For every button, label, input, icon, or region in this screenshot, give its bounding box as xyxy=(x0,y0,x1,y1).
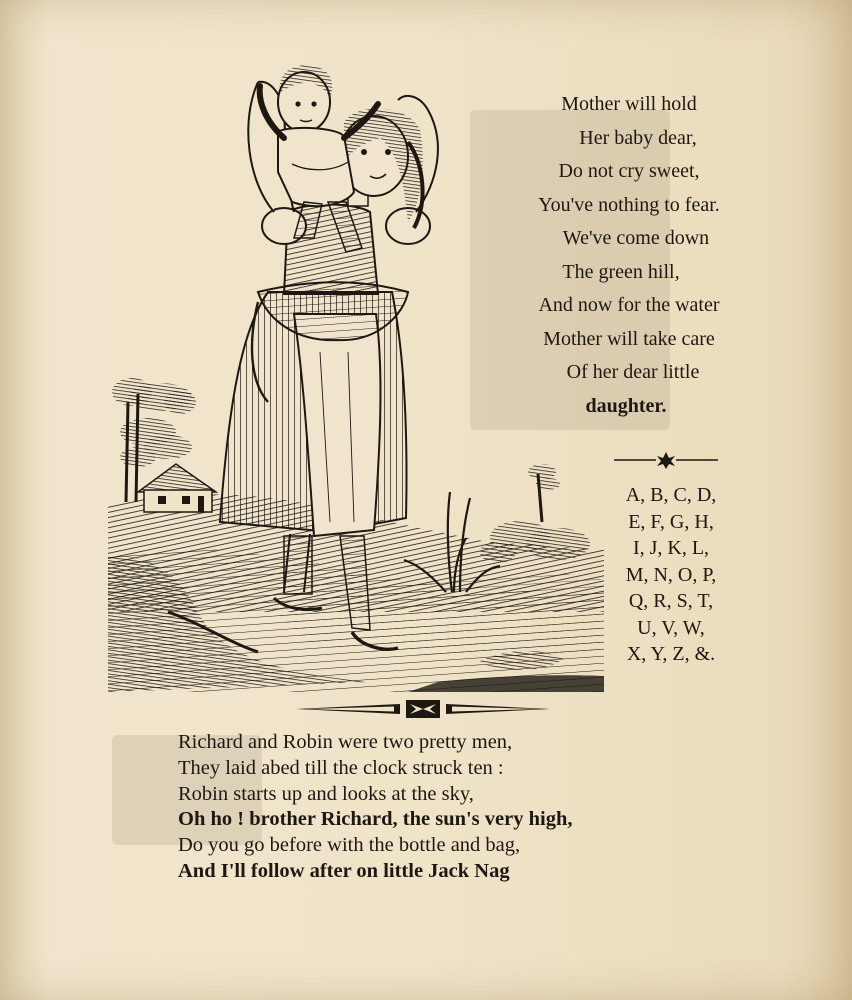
trees-right xyxy=(480,464,590,563)
alphabet-row: M, N, O, P, xyxy=(625,563,717,586)
rhyme-line: Do you go before with the bottle and bag, xyxy=(178,834,521,857)
poem-line: Of her dear little xyxy=(566,361,700,383)
alphabet-row: X, Y, Z, &. xyxy=(626,643,716,665)
poem-line: Mother will hold xyxy=(561,93,697,115)
rhyme-line: Richard and Robin were two pretty men, xyxy=(178,731,513,753)
cottage xyxy=(138,464,216,512)
poem-line: Do not cry sweet, xyxy=(558,160,700,182)
ornament-rule xyxy=(296,697,550,721)
poem-line: The green hill, xyxy=(562,260,680,283)
alphabet-row: A, B, C, D, xyxy=(625,484,717,506)
alphabet-row: U, V, W, xyxy=(637,616,705,639)
rhyme-line: Robin starts up and looks at the sky, xyxy=(178,782,474,805)
poem-line: Mother will take care xyxy=(543,327,715,350)
poem-line: And now for the water xyxy=(538,294,720,316)
alphabet-row: Q, R, S, T, xyxy=(628,590,714,612)
alphabet-row: E, F, G, H, xyxy=(628,510,714,533)
rhyme-line: And I'll follow after on little Jack Nag xyxy=(178,859,510,882)
poem-line: We've come down xyxy=(562,227,710,249)
rhyme xyxy=(178,730,658,885)
rhyme-line: Oh ho ! brother Richard, the sun's very high, xyxy=(178,808,573,831)
poem-line: Her baby dear, xyxy=(579,126,697,149)
rhyme-line: They laid abed till the clock struck ten : xyxy=(178,756,504,779)
poem-line: You've nothing to fear. xyxy=(538,193,720,216)
alphabet-block xyxy=(604,482,738,668)
poem xyxy=(506,88,752,423)
alphabet-row: I, J, K, L, xyxy=(632,537,710,559)
poem-line: daughter. xyxy=(585,394,667,417)
divider-ornament xyxy=(614,450,718,470)
